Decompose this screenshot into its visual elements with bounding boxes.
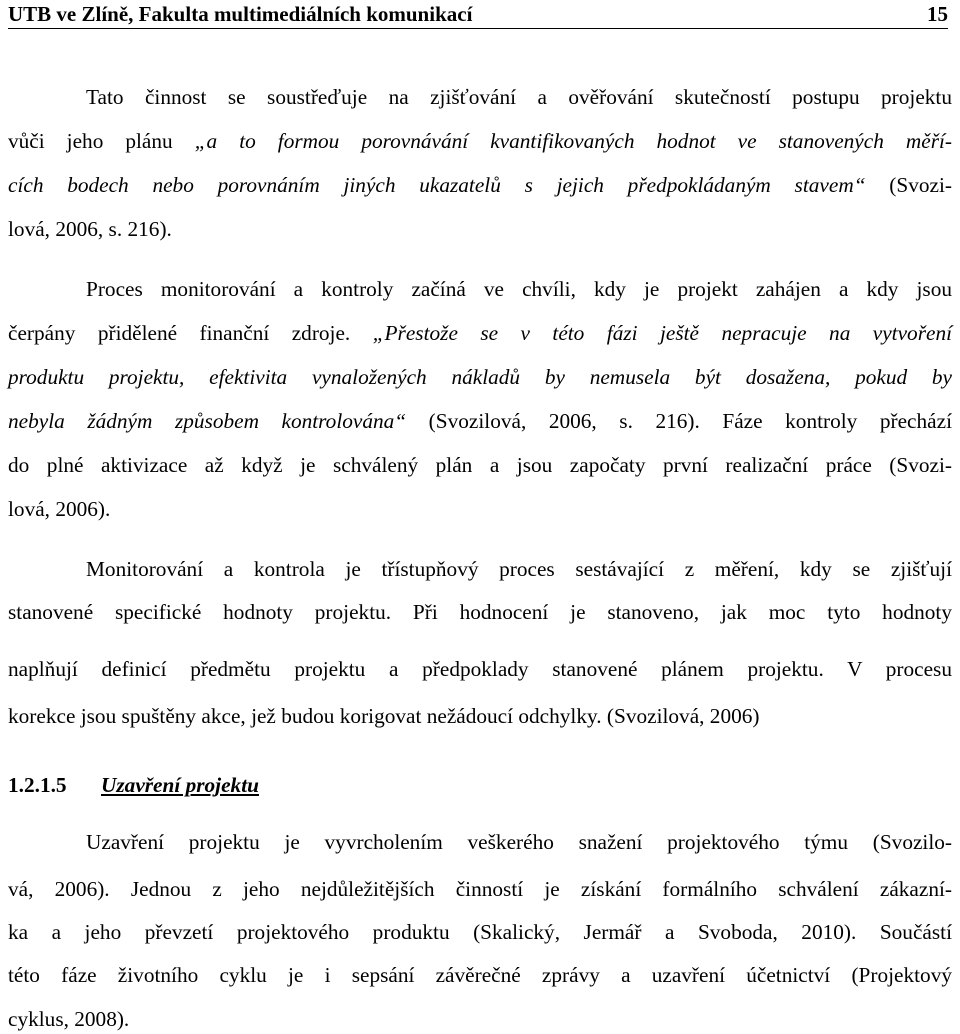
paragraph-2-line-2 (8, 320, 952, 346)
text-span: (Svozi- (865, 173, 952, 197)
paragraph-3-line-1: Monitorování a kontrola je třístupňový proces sestávající z měření, kdy se zjišťují (86, 557, 952, 581)
paragraph-1-line-2 (8, 128, 952, 154)
header-title: UTB ve Zlíně, Fakultа multimediálních komunikací (8, 2, 473, 26)
text-span: (Svozilová, 2006, s. 216). Fáze kontroly přechází (406, 409, 952, 433)
section-title: Uzavření projektu (101, 773, 259, 797)
paragraph-3-line-2: stanovené specifické hodnoty projektu. Při hodnocení je stanoveno, jak moc tyto hodnoty (8, 600, 952, 624)
paragraph-4-line-1: Uzavření projektu je vyvrcholením veškerého snažení projektového týmu (Svozilo- (86, 830, 952, 854)
paragraph-4-line-4: této fáze životního cyklu je i sepsání závěrečné zprávy a uzavření účetnictví (Projektový (8, 963, 952, 987)
text-span: čerpány přidělené finanční zdroje. (8, 321, 373, 345)
running-header (8, 0, 948, 29)
section-heading (8, 772, 259, 798)
paragraph-3-line-4: korekce jsou spuštěny akce, jež budou korigovat nežádoucí odchylky. (Svozilová, 2006) (8, 704, 760, 728)
page-number: 15 (927, 2, 948, 26)
paragraph-2-line-1: Proces monitorování a kontroly začíná ve chvíli, kdy je projekt zahájen a kdy jsou (86, 277, 952, 301)
quote-span: „Přestože se v této fázi ještě nepracuje na vytvoření (372, 321, 953, 345)
paragraph-1-line-3 (8, 172, 952, 198)
paragraph-4-line-2: vá, 2006). Jednou z jeho nejdůležitějších činností je získání formálního schválení zákazní- (8, 877, 952, 901)
paragraph-3-line-3: naplňují definicí předmětu projektu a předpoklady stanovené plánem projektu. V procesu (8, 657, 952, 681)
paragraph-2-line-5: do plné aktivizace až když je schválený plán a jsou započaty první realizační práce (Svozi- (8, 453, 952, 477)
section-number: 1.2.1.5 (8, 773, 67, 797)
paragraph-4-line-5: cyklus, 2008). (8, 1007, 130, 1031)
quote-span: „a to formou porovnávání kvantifikovaných hodnot ve stanovených měří- (194, 129, 953, 153)
paragraph-2-line-6: lová, 2006). (8, 497, 111, 521)
paragraph-2-line-3: produktu projektu, efektivita vynaložených nákladů by nemusela být dosažena, pokud by (8, 365, 952, 389)
quote-span: cích bodech nebo porovnáním jiných ukazatelů s jejich předpokládaným stavem“ (8, 173, 866, 197)
quote-span: nebyla žádným způsobem kontrolována“ (8, 409, 407, 433)
text-span: vůči jeho plánu (8, 129, 195, 153)
paragraph-1-line-4: lová, 2006, s. 216). (8, 217, 172, 241)
paragraph-2-line-4 (8, 408, 952, 434)
paragraph-1-line-1: Tato činnost se soustřeďuje na zjišťování a ověřování skutečností postupu projektu (86, 85, 952, 109)
paragraph-4-line-3: ka a jeho převzetí projektového produktu (Skalický, Jermář a Svoboda, 2010). Součástí (8, 920, 952, 944)
